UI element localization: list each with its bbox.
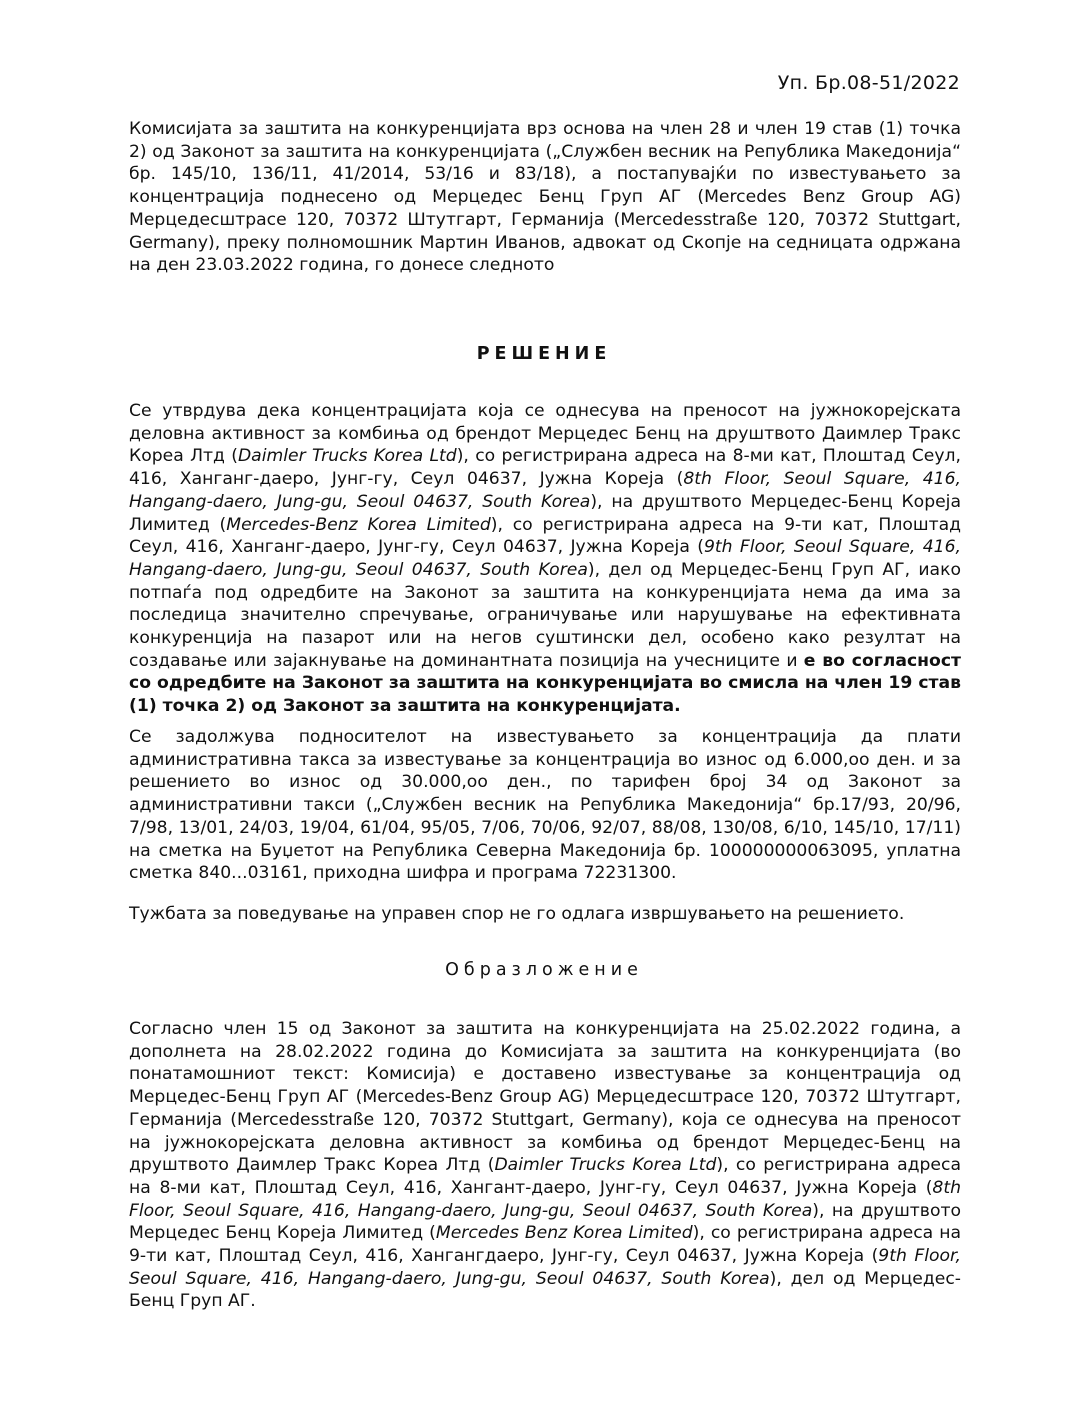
case-reference-number: Уп. Бр.08-51/2022 bbox=[777, 72, 960, 94]
intro-paragraph: Комисијата за заштита на конкуренцијата врз основа на член 28 и член 19 став (1) точка 2) од Законот за заштита на конкуренцијата („Службен весник на Република Македонија“ бр. 145/10, 136/11, 41/2014, 53/16 и 83/18), а постапувајќи по известувањето за концентрација поднесено од Мерцедес Бенц Груп АГ (Mercedes Benz Group AG) Мерцедесштрасе 120, 70372 Штутгарт, Германија (Mercedesstraße 120, 70372 Stuttgart, Germany), преку полномошник Мартин Иванов, адвокат од Скопје на седницата одржана на ден 23.03.2022 година, го донесе следното bbox=[129, 119, 961, 276]
decision-heading: РЕШЕНИЕ bbox=[476, 344, 612, 364]
appeal-paragraph: Тужбата за поведување на управен спор не го одлага извршувањето на решението. bbox=[129, 904, 905, 924]
reasoning-paragraph: Согласно член 15 од Законот за заштита на конкуренцијата на 25.02.2022 година, а дополнета на 28.02.2022 година до Комисијата за заштита на конкуренцијата (во понатамошниот текст: Комисија) е доставено известување за концентрација од Мерцедес-Бенц Груп АГ (Mercedes-Benz Group AG) Мерцедесштрасе 120, 70372 Штутгарт, Германија (Mercedesstraße 120, 70372 Stuttgart, Germany), која се однесува на преносот на јужнокорејската деловна активност за комбиња од брендот Мерцедес-Бенц на друштвото Даимлер Тракс Кореа Лтд (Daimler Trucks Korea Ltd), со регистрирана адреса на 8-ми кат, Плоштад Сеул, 416, Хангант-даеро, Јунг-гу, Сеул 04637, Јужна Кореја (8th Floor, Seoul Square, 416, Hangang-daero, Jung-gu, Seoul 04637, South Korea), на друштвото Мерцедес Бенц Кореја Лимитед (Mercedes Benz Korea Limited), со регистрирана адреса на 9-ти кат, Плоштад Сеул, 416, Хангангдаеро, Јунг-гу, Сеул 04637, Јужна Кореја (9th Floor, Seoul Square, 416, Hangang-daero, Jung-gu, Seoul 04637, South Korea), дел од Мерцедес-Бенц Груп АГ. bbox=[129, 1019, 961, 1312]
decision-conclusion-bold: е во согласност со одредбите на Законот за заштита на конкуренцијата во смисла на член 19 став (1) точка 2) од Законот за заштита на конкуренцијата. bbox=[129, 650, 961, 717]
fee-paragraph: Се задолжува подносителот на известувањето за концентрација да плати административна такса за известување за концентрација во износ од 6.000,оо ден. и за решението во износ од 30.000,оо ден., по тарифен број 34 од Законот за административни такси („Службен весник на Република Македонија“ бр.17/93, 20/96, 7/98, 13/01, 24/03, 19/04, 61/04, 95/05, 7/06, 70/06, 92/07, 88/08, 130/08, 6/10, 145/10, 17/11) на сметка на Буџетот на Република Северна Македонија бр. 100000000063095, уплатна сметка 840...03161, приходна шифра и програма 72231300. bbox=[129, 727, 961, 884]
reasoning-heading: Образложение bbox=[445, 960, 643, 980]
decision-paragraph: Се утврдува дека концентрацијата која се однесува на преносот на јужнокорејската деловна активност за комбиња од брендот Мерцедес Бенц на друштвото Даимлер Тракс Кореа Лтд (Daimler Trucks Korea Ltd), со регистрирана адреса на 8-ми кат, Плоштад Сеул, 416, Ханганг-даеро, Јунг-гу, Сеул 04637, Јужна Кореја (8th Floor, Seoul Square, 416, Hangang-daero, Jung-gu, Seoul 04637, South Korea), на друштвото Мерцедес-Бенц Кореја Лимитед (Mercedes-Benz Korea Limited), со регистрирана адреса на 9-ти кат, Плоштад Сеул, 416, Ханганг-даеро, Јунг-гу, Сеул 04637, Јужна Кореја (9th Floor, Seoul Square, 416, Hangang-daero, Jung-gu, Seoul 04637, South Korea), дел од Мерцедес-Бенц Груп АГ, иако потпаѓа под одредбите на Законот за заштита на конкуренцијата нема да има за последица значително спречување, ограничување или нарушување на ефективната конкуренција на пазарот или на негов суштински дел, особено како резултат на создавање или зајакнување на доминантната позиција на учесниците и е во согласност со одредбите на Законот за заштита на конкуренцијата во смисла на член 19 став (1) точка 2) од Законот за заштита на конкуренцијата. bbox=[129, 401, 962, 717]
